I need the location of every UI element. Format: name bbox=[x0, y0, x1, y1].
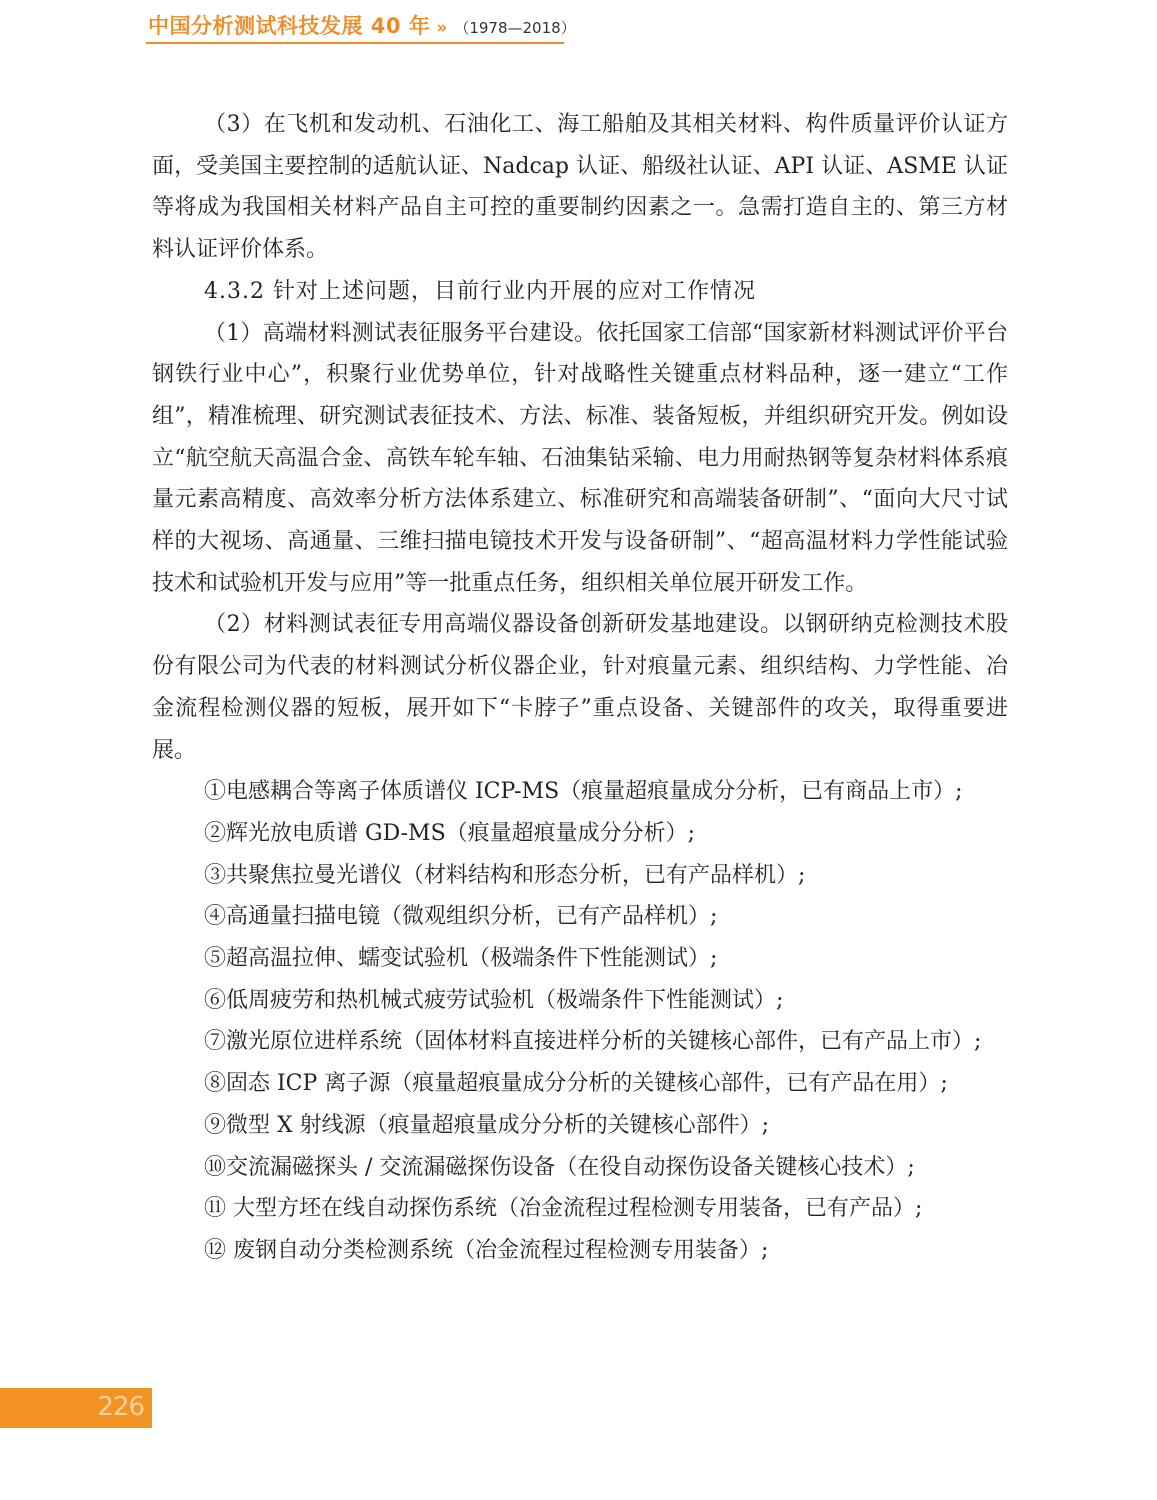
list-item: ③共聚焦拉曼光谱仪（材料结构和形态分析，已有产品样机）; bbox=[204, 862, 806, 888]
section-heading-4-3-2: 4.3.2 针对上述问题，目前行业内开展的应对工作情况 bbox=[204, 278, 756, 304]
list-item: ①电感耦合等离子体质谱仪 ICP-MS（痕量超痕量成分分析，已有商品上市）; bbox=[204, 779, 963, 805]
page-number: 226 bbox=[97, 1392, 144, 1422]
list-item: ⑧固态 ICP 离子源（痕量超痕量成分分析的关键核心部件，已有产品在用）; bbox=[204, 1071, 948, 1097]
list-item: ②辉光放电质谱 GD-MS（痕量超痕量成分分析）; bbox=[204, 820, 696, 846]
paragraph-platform: （1）高端材料测试表征服务平台建设。依托国家工信部“国家新材料测试评价平台钢铁行业中心”，积聚行业优势单位，针对战略性关键重点材料品种，逐一建立“工作组”，精准梳理、研究测试表征技术、方法、标准、装备短板，并组织研究开发。例如设立“航空航天高温合金、高铁车轮车轴、石油集钻采输、电力用耐热钢等复杂材料体系痕量元素高精度、高效率分析方法体系建立、标准研究和高端装备研制”、“面向大尺寸试样的大视场、高通量、三维扫描电镜技术开发与设备研制”、“超高温材料力学性能试验技术和试验机开发与应用”等一批重点任务，组织相关单位展开研发工作。 bbox=[152, 320, 1008, 596]
paragraph-instrument-base: （2）材料测试表征专用高端仪器设备创新研发基地建设。以钢研纳克检测技术股份有限公司为代表的材料测试分析仪器企业，针对痕量元素、组织结构、力学性能、冶金流程检测仪器的短板，展开如下“卡脖子”重点设备、关键部件的攻关，取得重要进展。 bbox=[152, 612, 1008, 763]
book-title: 中国分析测试科技发展 40 年 bbox=[148, 14, 431, 38]
running-header bbox=[148, 10, 576, 40]
list-item: ④高通量扫描电镜（微观组织分析，已有产品样机）; bbox=[204, 904, 718, 930]
header-underline bbox=[146, 42, 564, 44]
list-item: ⑦激光原位进样系统（固体材料直接进样分析的关键核心部件，已有产品上市）; bbox=[204, 1029, 982, 1055]
list-item: ⑪ 大型方坯在线自动探伤系统（冶金流程过程检测专用装备，已有产品）; bbox=[204, 1196, 923, 1222]
list-item: ⑥低周疲劳和热机械式疲劳试验机（极端条件下性能测试）; bbox=[204, 987, 784, 1013]
list-item: ⑩交流漏磁探头 / 交流漏磁探伤设备（在役自动探伤设备关键核心技术）; bbox=[204, 1154, 915, 1180]
list-item: ⑤超高温拉伸、蠕变试验机（极端条件下性能测试）; bbox=[204, 946, 718, 972]
list-item: ⑫ 废钢自动分类检测系统（冶金流程过程检测专用装备）; bbox=[204, 1237, 769, 1263]
paragraph-certification: （3）在飞机和发动机、石油化工、海工船舶及其相关材料、构件质量评价认证方面，受美国主要控制的适航认证、Nadcap 认证、船级社认证、API 认证、ASME 认证等将成为我国相关材料产品自主可控的重要制约因素之一。急需打造自主的、第三方材料认证评价体系。 bbox=[152, 112, 1008, 263]
page-body bbox=[152, 104, 1008, 1272]
year-range: （1978—2018） bbox=[454, 19, 576, 37]
list-item: ⑨微型 X 射线源（痕量超痕量成分分析的关键核心部件）; bbox=[204, 1112, 770, 1138]
page-number-tab bbox=[0, 1388, 152, 1428]
double-chevron-icon: » bbox=[436, 18, 445, 38]
